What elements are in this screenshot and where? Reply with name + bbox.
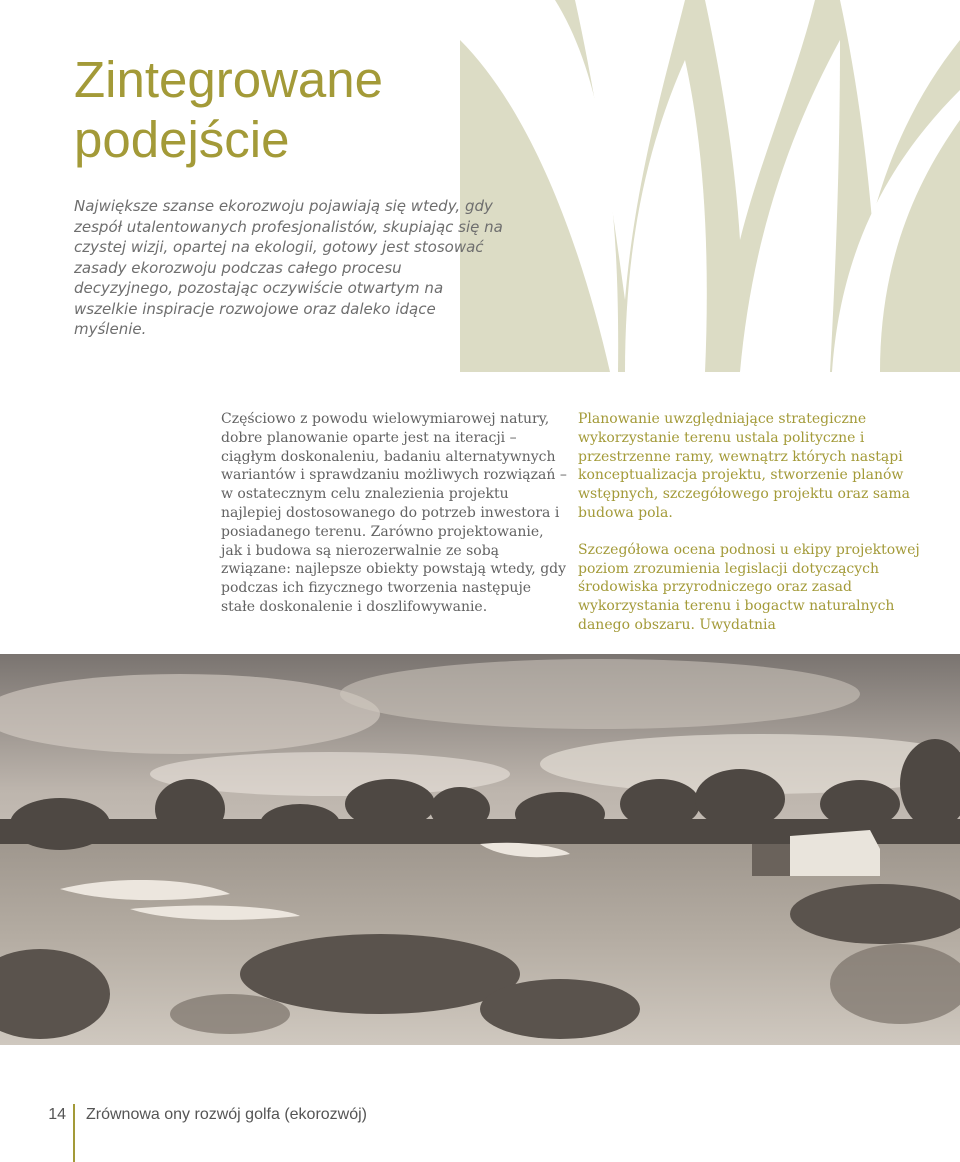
page-title — [74, 50, 494, 170]
footer-divider — [73, 1104, 75, 1162]
page-number: 14 — [48, 1106, 66, 1123]
page-title-line-1: Zintegrowane — [74, 51, 384, 108]
body-paragraph-left: Częściowo z powodu wielowymiarowej natury, dobre planowanie oparte jest na iteracji – ciągłym doskonaleniu, badaniu alternatywnych wariantów i sprawdzaniu możliwych rozwiązań – w ostatecznym celu znalezienia projektu najlepiej dostosowanego do potrzeb inwestora i posiadanego terenu. Zarówno projektowanie, jak i budowa są nierozerwalnie ze sobą związane: najlepsze obiekty powstają wtedy, gdy podczas ich fizycznego tworzenia następuje stałe doskonalenie i doszlifowywanie. — [221, 411, 567, 615]
body-column-left — [221, 410, 567, 617]
golf-course-photo — [0, 654, 960, 1045]
running-title: Zrównowa ony rozwój golfa (ekorozwój) — [86, 1106, 367, 1123]
golf-course-photo-illustration — [0, 654, 960, 1045]
body-paragraph-right-2: Szczegółowa ocena podnosi u ekipy projektowej poziom zrozumienia legislacji dotyczących środowiska przyrodniczego oraz zasad wykorzystania terenu i bogactw naturalnych danego obszaru. Uwydatnia — [578, 541, 920, 633]
body-paragraph-right-1: Planowanie uwzględniające strategiczne wykorzystanie terenu ustala polityczne i przestrzenne ramy, wewnątrz których nastąpi konceptualizacja projektu, stworzenie planów wstępnych, szczegółowego projektu oraz sama budowa pola. — [578, 411, 910, 521]
body-column-right — [578, 410, 938, 635]
page-title-line-2: podejście — [74, 111, 290, 168]
intro-paragraph: Największe szanse ekorozwoju pojawiają się wtedy, gdy zespół utalentowanych profesjonalistów, skupiając się na czystej wizji, opartej na ekologii, gotowy jest stosować zasady ekorozwoju podczas całego procesu decyzyjnego, pozostając oczywiście otwartym na wszelkie inspiracje rozwojowe oraz daleko idące myślenie. — [74, 197, 503, 338]
decorative-arches-graphic — [460, 0, 960, 372]
